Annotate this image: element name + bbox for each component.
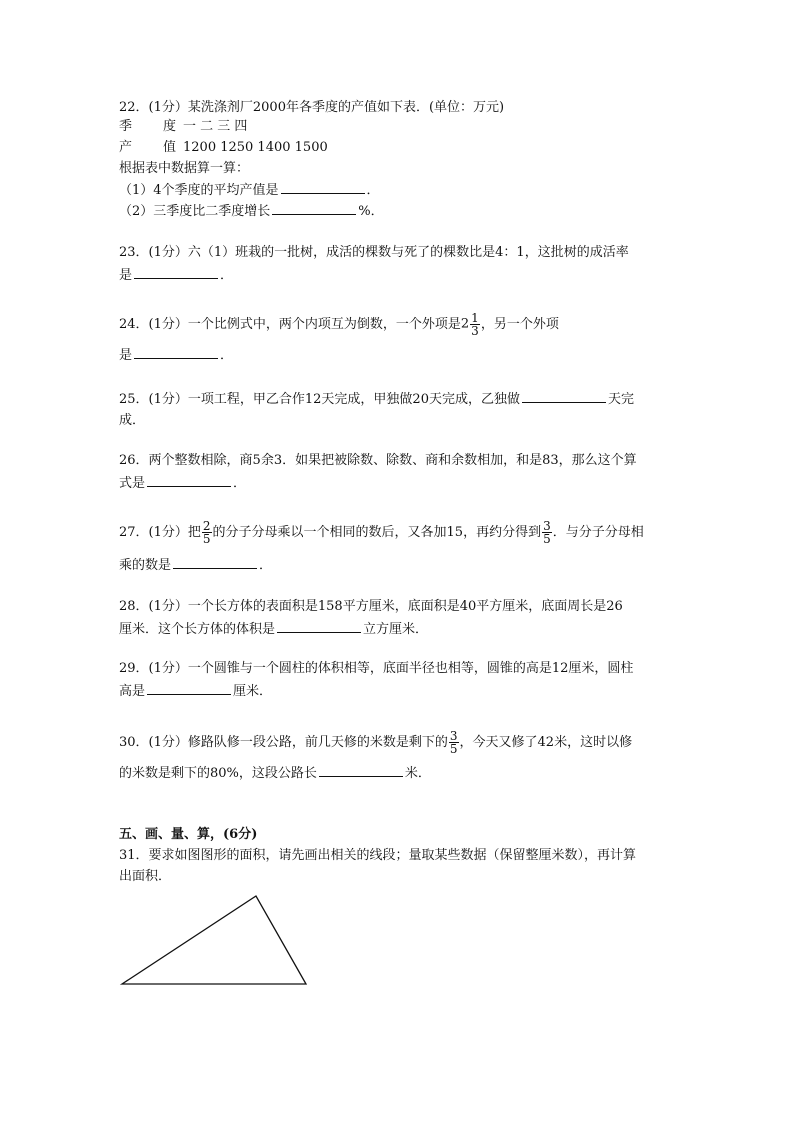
- q28-line1: 28．(1分）一个长方体的表面积是158平方厘米，底面积是40平方厘米，底面周长是26: [119, 599, 623, 614]
- q23-line1: 23．(1分）六（1）班栽的一批树，成活的棵数与死了的棵数比是4：1，这批树的成活率: [119, 245, 629, 260]
- q24-prefix: 是: [119, 348, 133, 363]
- q23-prefix: 是: [119, 268, 133, 283]
- q31-line2: 出面积．: [119, 869, 172, 884]
- q27-text-c: ．与分子分母相: [552, 525, 644, 540]
- q24-numerator: 1: [471, 311, 479, 325]
- q24-end: ．: [220, 348, 234, 363]
- q29-end: 厘米．: [233, 684, 273, 699]
- q24-text: 24．(1分）一个比例式中，两个内项互为倒数，一个外项是: [119, 317, 461, 332]
- section-5-heading: 五、画、量、算，(6分): [119, 827, 258, 842]
- q27-end: ．: [259, 558, 273, 573]
- q31-triangle: [122, 896, 306, 984]
- q26-end: ．: [233, 476, 247, 491]
- q30-numerator: 3: [449, 729, 458, 743]
- q27-f2-denominator: 5: [543, 532, 551, 546]
- q22-part1-text: （1）4个季度的平均产值是: [119, 183, 279, 198]
- q22-row2-values: 1200 1250 1400 1500: [183, 140, 328, 155]
- q30-text-a: 30．(1分）修路队修一段公路，前几天修的米数是剩下的: [119, 735, 448, 750]
- q22-row2-label-b: 值: [163, 140, 177, 155]
- q22-stem: 22．(1分）某洗涤剂厂2000年各季度的产值如下表．(单位：万元): [119, 100, 505, 115]
- q27-f1-denominator: 5: [202, 532, 211, 546]
- q22-row1-values: 一 二 三 四: [183, 119, 248, 134]
- q27-f1-numerator: 2: [202, 519, 211, 533]
- q28-end: 立方厘米．: [363, 622, 429, 637]
- q25-line2: 成．: [119, 413, 146, 428]
- q27-text-a: 27．(1分）把: [119, 525, 201, 540]
- q24-text-end: ，另一个外项: [480, 317, 559, 332]
- q22-part2-text: （2）三季度比二季度增长: [119, 204, 271, 219]
- q31-line1: 31．要求如图图形的面积，请先画出相关的线段；量取某些数据（保留整厘米数），再计算: [119, 848, 637, 863]
- q29-line1: 29．(1分）一个圆锥与一个圆柱的体积相等，底面半径也相等，圆锥的高是12厘米，圆柱: [119, 661, 634, 676]
- q30-denominator: 5: [449, 742, 458, 756]
- q24-denominator: 3: [471, 324, 479, 338]
- q24-whole: 2: [460, 316, 470, 332]
- q29-prefix: 高是: [119, 684, 146, 699]
- q25-text: 25．(1分）一项工程，甲乙合作12天完成，甲独做20天完成，乙独做: [119, 392, 520, 407]
- q22-row1-label-b: 度: [163, 119, 177, 134]
- q27-prefix: 乘的数是: [119, 558, 172, 573]
- q22-part1-end: ．: [366, 183, 380, 198]
- q25-text-end: 天完: [607, 392, 634, 407]
- q23-end: ．: [220, 268, 234, 283]
- q22-row2-label-a: 产: [119, 140, 133, 155]
- q26-line1: 26．两个整数相除，商5余3．如果把被除数、除数、商和余数相加，和是83，那么这个算: [119, 453, 637, 468]
- q27-f2-numerator: 3: [543, 519, 551, 533]
- q30-text-b: ，今天又修了42米，这时以修: [459, 735, 633, 750]
- q22-part2-end: %．: [358, 204, 384, 219]
- q22-row1-label-a: 季: [119, 119, 133, 134]
- q26-prefix: 式是: [119, 476, 146, 491]
- q27-text-b: 的分子分母乘以一个相同的数后，又各加15，再约分得到: [212, 525, 542, 540]
- q28-text: 厘米．这个长方体的体积是: [119, 622, 276, 637]
- q30-end: 米．: [404, 766, 431, 781]
- q30-text: 的米数是剩下的80%，这段公路长: [119, 766, 317, 781]
- q22-intro: 根据表中数据算一算：: [119, 161, 250, 176]
